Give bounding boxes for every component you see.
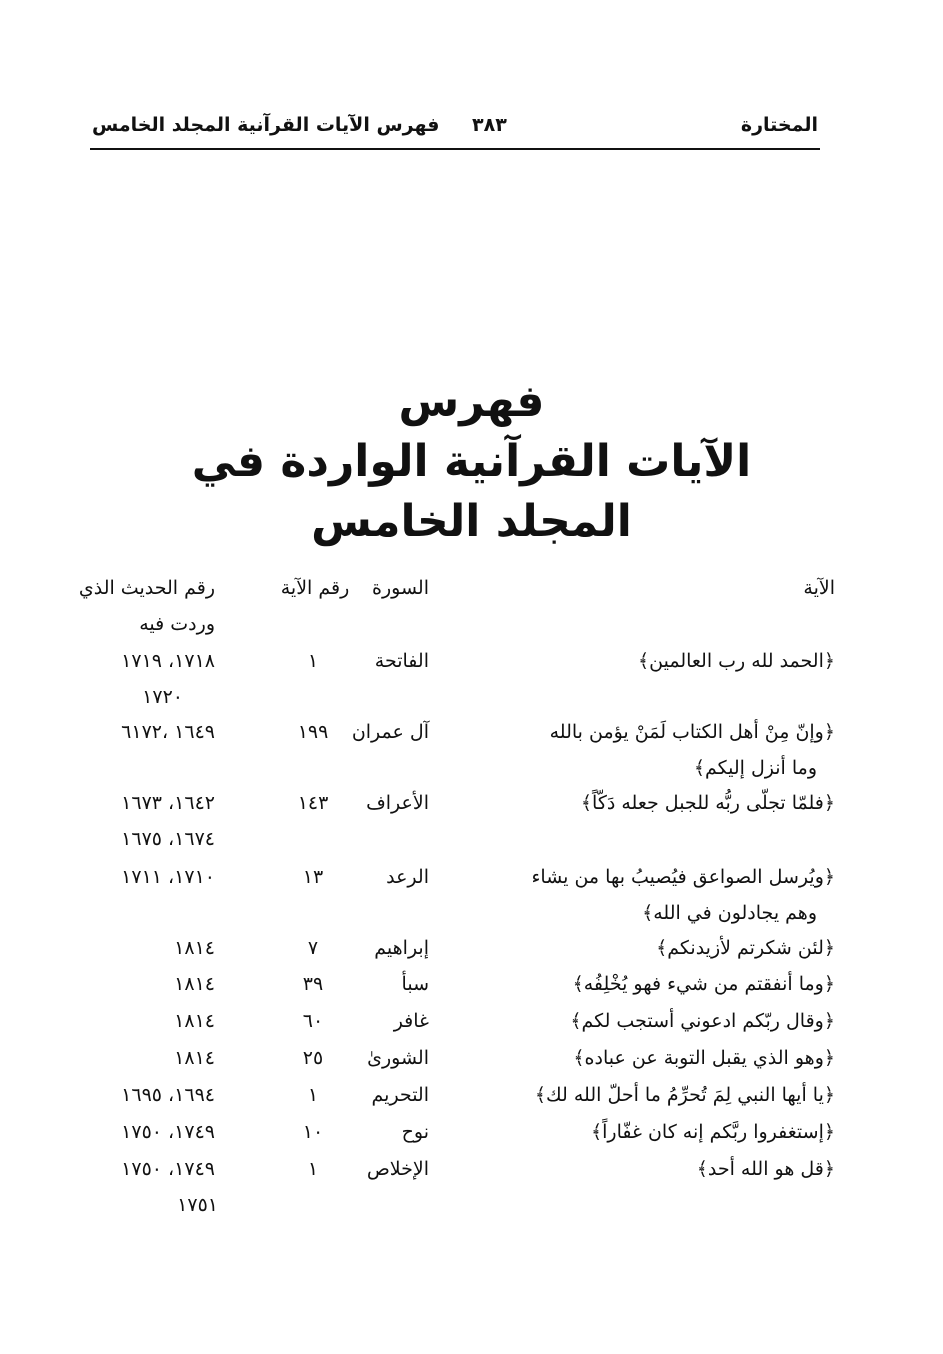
running-header (90, 108, 820, 150)
title-line-2: الآيات القرآنية الواردة في (191, 436, 752, 487)
ayah-text: ﴿إستغفروا ربَّكم إنه كان غفّاراً﴾ (590, 1121, 835, 1143)
surah-name: الرعد (386, 866, 429, 888)
ayah-number: ١٤٣ (297, 792, 329, 814)
title-line-3: المجلد الخامس (311, 496, 632, 547)
column-header-ayah-number: رقم الآية (280, 577, 350, 599)
index-title (0, 372, 943, 552)
surah-name: الشورىٰ (367, 1047, 429, 1069)
ayah-number: ١٠ (302, 1121, 324, 1143)
surah-name: الأعراف (366, 792, 429, 814)
ayah-text: ﴿وما أنفقتم من شيء فهو يُخْلِفُه﴾ (572, 973, 835, 995)
hadith-numbers-cont: ١٧٥١ (177, 1194, 218, 1216)
surah-name: نوح (401, 1121, 429, 1143)
ayah-text: ﴿وإنّ مِنْ أهل الكتاب لَمَنْ يؤمن بالله (549, 721, 835, 743)
hadith-numbers: ١٦٤٢، ١٦٧٣ (121, 792, 215, 814)
ayah-number: ٦٠ (302, 1010, 324, 1032)
ayah-text-cont: وهم يجادلون في الله﴾ (642, 902, 817, 924)
hadith-numbers-cont: ١٧٢٠ (142, 686, 183, 708)
ayah-text: ﴿وهو الذي يقبل التوبة عن عباده﴾ (573, 1047, 835, 1069)
header-running-title: فهرس الآيات القرآنية المجلد الخامس (92, 114, 440, 136)
ayah-number: ٧ (307, 937, 319, 959)
hadith-numbers-cont: ١٦٧٤، ١٦٧٥ (121, 828, 215, 850)
column-header-hadith: رقم الحديث الذي (78, 577, 215, 599)
title-line-1: فهرس (398, 376, 545, 427)
hadith-numbers: ١٨١٤ (174, 973, 215, 995)
ayah-text: ﴿ويُرسل الصواعق فيُصيبُ بها من يشاء (531, 866, 835, 888)
column-header-ayah: الآية (803, 577, 835, 599)
hadith-numbers: ١٧٤٩، ١٧٥٠ (121, 1158, 215, 1180)
ayah-text: ﴿فلمّا تجلّى ربُّه للجبل جعله دَكّاً﴾ (580, 792, 835, 814)
surah-name: سبأ (401, 973, 429, 995)
hadith-numbers: ١٧٤٩، ١٧٥٠ (121, 1121, 215, 1143)
surah-name: الإخلاص (366, 1158, 429, 1180)
ayah-text: ﴿قل هو الله أحد﴾ (696, 1158, 835, 1180)
ayah-number: ١ (307, 1158, 319, 1180)
hadith-numbers: ١٨١٤ (174, 1010, 215, 1032)
hadith-numbers: ١٧١٨، ١٧١٩ (121, 650, 215, 672)
surah-name: الفاتحة (374, 650, 429, 672)
hadith-numbers: ١٨١٤ (174, 937, 215, 959)
column-header-surah: السورة (372, 577, 429, 599)
ayah-number: ١ (307, 1084, 319, 1106)
ayah-number: ١ (307, 650, 319, 672)
ayah-text-cont: وما أنزل إليكم﴾ (693, 757, 817, 779)
surah-name: غافر (393, 1010, 429, 1032)
ayah-number: ١٣ (302, 866, 324, 888)
hadith-numbers: ١٨١٤ (174, 1047, 215, 1069)
ayah-number: ٣٩ (302, 973, 324, 995)
hadith-numbers: ١٦٩٤، ١٦٩٥ (121, 1084, 215, 1106)
hadith-numbers: ١٦٤٩ ،٦١٧٢ (121, 721, 215, 743)
ayah-text: ﴿يا أيها النبي لِمَ تُحرِّمُ ما أحلّ الله لك﴾ (534, 1084, 835, 1106)
ayah-number: ١٩٩ (297, 721, 329, 743)
ayah-text: ﴿وقال ربّكم ادعوني أستجب لكم﴾ (570, 1010, 835, 1032)
hadith-numbers: ١٧١٠، ١٧١١ (121, 866, 215, 888)
column-header-hadith-cont: وردت فيه (139, 613, 215, 635)
ayah-text: ﴿الحمد لله رب العالمين﴾ (638, 650, 835, 672)
header-page-number: ٣٨٣ (472, 114, 507, 136)
ayah-text: ﴿لئن شكرتم لأزيدنكم﴾ (656, 937, 835, 959)
surah-name: آل عمران (351, 721, 429, 743)
header-book-title: المختارة (740, 114, 818, 136)
surah-name: التحريم (371, 1084, 429, 1106)
ayah-number: ٢٥ (302, 1047, 324, 1069)
surah-name: إبراهيم (374, 937, 429, 959)
